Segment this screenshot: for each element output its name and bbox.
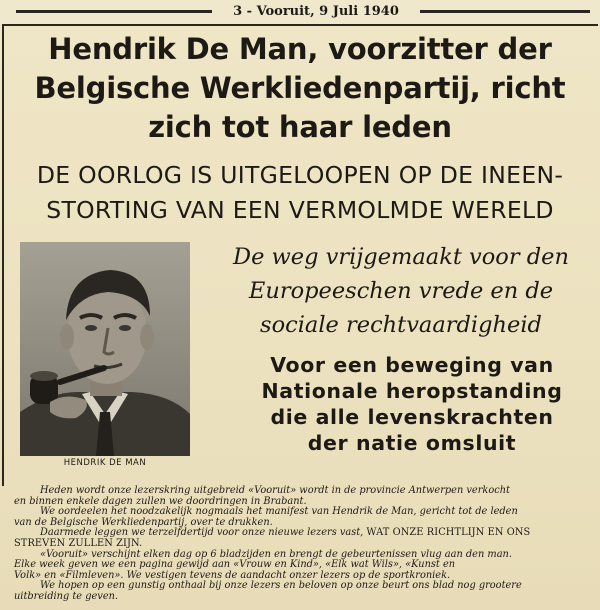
headline: [8, 30, 592, 147]
body-line: Daarmede leggen we terzelfdertijd voor onze nieuwe lezers vast,: [40, 527, 364, 539]
article-body: [14, 486, 594, 603]
headline-line: Hendrik De Man, voorzitter der: [48, 32, 552, 66]
headline-line: Belgische Werkliedenpartij, richt: [34, 71, 566, 105]
body-line: «Vooruit» verschijnt elken dag op 6 bladzijden en brengt de gebeurtenissen vlug aan den man.: [40, 548, 512, 560]
body-line: Heden wordt onze lezerskring uitgebreid «Vooruit» wordt in de provincie Antwerpen verkocht: [40, 485, 510, 496]
deck-bold-line: Nationale heropstanding: [261, 379, 563, 403]
deck-italic: [208, 240, 594, 342]
deck-italic-line: Europeeschen vrede en de: [248, 278, 554, 304]
body-paragraph: [14, 507, 594, 528]
body-line: Elke week geven we een pagina gewijd aan «Vrouw en Kind», «Elk wat Wils», «Kunst en: [14, 559, 456, 571]
body-paragraph: [14, 486, 594, 507]
body-line: We oordeelen het noodzakelijk nogmaals het manifest van Hendrik de Man, gericht tot de leden: [40, 506, 518, 518]
subheadline-line: STORTING VAN EEN VERMOLMDE WERELD: [46, 196, 554, 224]
photo-caption: HENDRIK DE MAN: [63, 458, 147, 468]
deck-italic-line: De weg vrijgemaakt voor den: [233, 244, 569, 270]
body-paragraph: [14, 550, 594, 582]
body-caps: WAT ONZE RICHTLIJN EN ONS: [366, 527, 531, 539]
body-caps: STREVEN ZULLEN ZIJN.: [14, 537, 143, 549]
subheadline-line: DE OORLOG IS UITGELOOPEN OP DE INEEN-: [36, 161, 564, 189]
headline-line: zich tot haar leden: [148, 110, 452, 144]
header-rule-left: [16, 10, 212, 13]
body-paragraph: [14, 581, 594, 602]
dateline: 3 - Vooruit, 9 Juli 1940: [233, 4, 399, 19]
body-line: Volk» en «Filmleven». We vestigen tevens de aandacht onzer lezers op de sportkroniek.: [14, 569, 451, 581]
deck-bold-line: der natie omsluit: [307, 431, 517, 455]
header-rule-right: [420, 10, 590, 13]
deck-italic-line: sociale rechtvaardigheid: [260, 312, 542, 338]
deck-bold: [232, 352, 592, 456]
body-line: uitbreiding te geven.: [14, 590, 119, 602]
body-line: We hopen op een gunstig onthaal bij onze lezers en beloven op onze beurt ons blad nog grootere: [40, 580, 522, 592]
body-line: van de Belgische Werkliedenpartij, over te drukken.: [14, 516, 273, 528]
deck-bold-line: Voor een beweging van: [270, 353, 554, 377]
body-paragraph: [14, 528, 594, 549]
body-line: en binnen enkele dagen zullen we doordringen in Brabant.: [14, 495, 307, 507]
subheadline: [4, 158, 596, 228]
portrait-photo: [20, 242, 190, 456]
deck-bold-line: die alle levenskrachten: [270, 405, 554, 429]
portrait-illustration: [20, 242, 190, 456]
